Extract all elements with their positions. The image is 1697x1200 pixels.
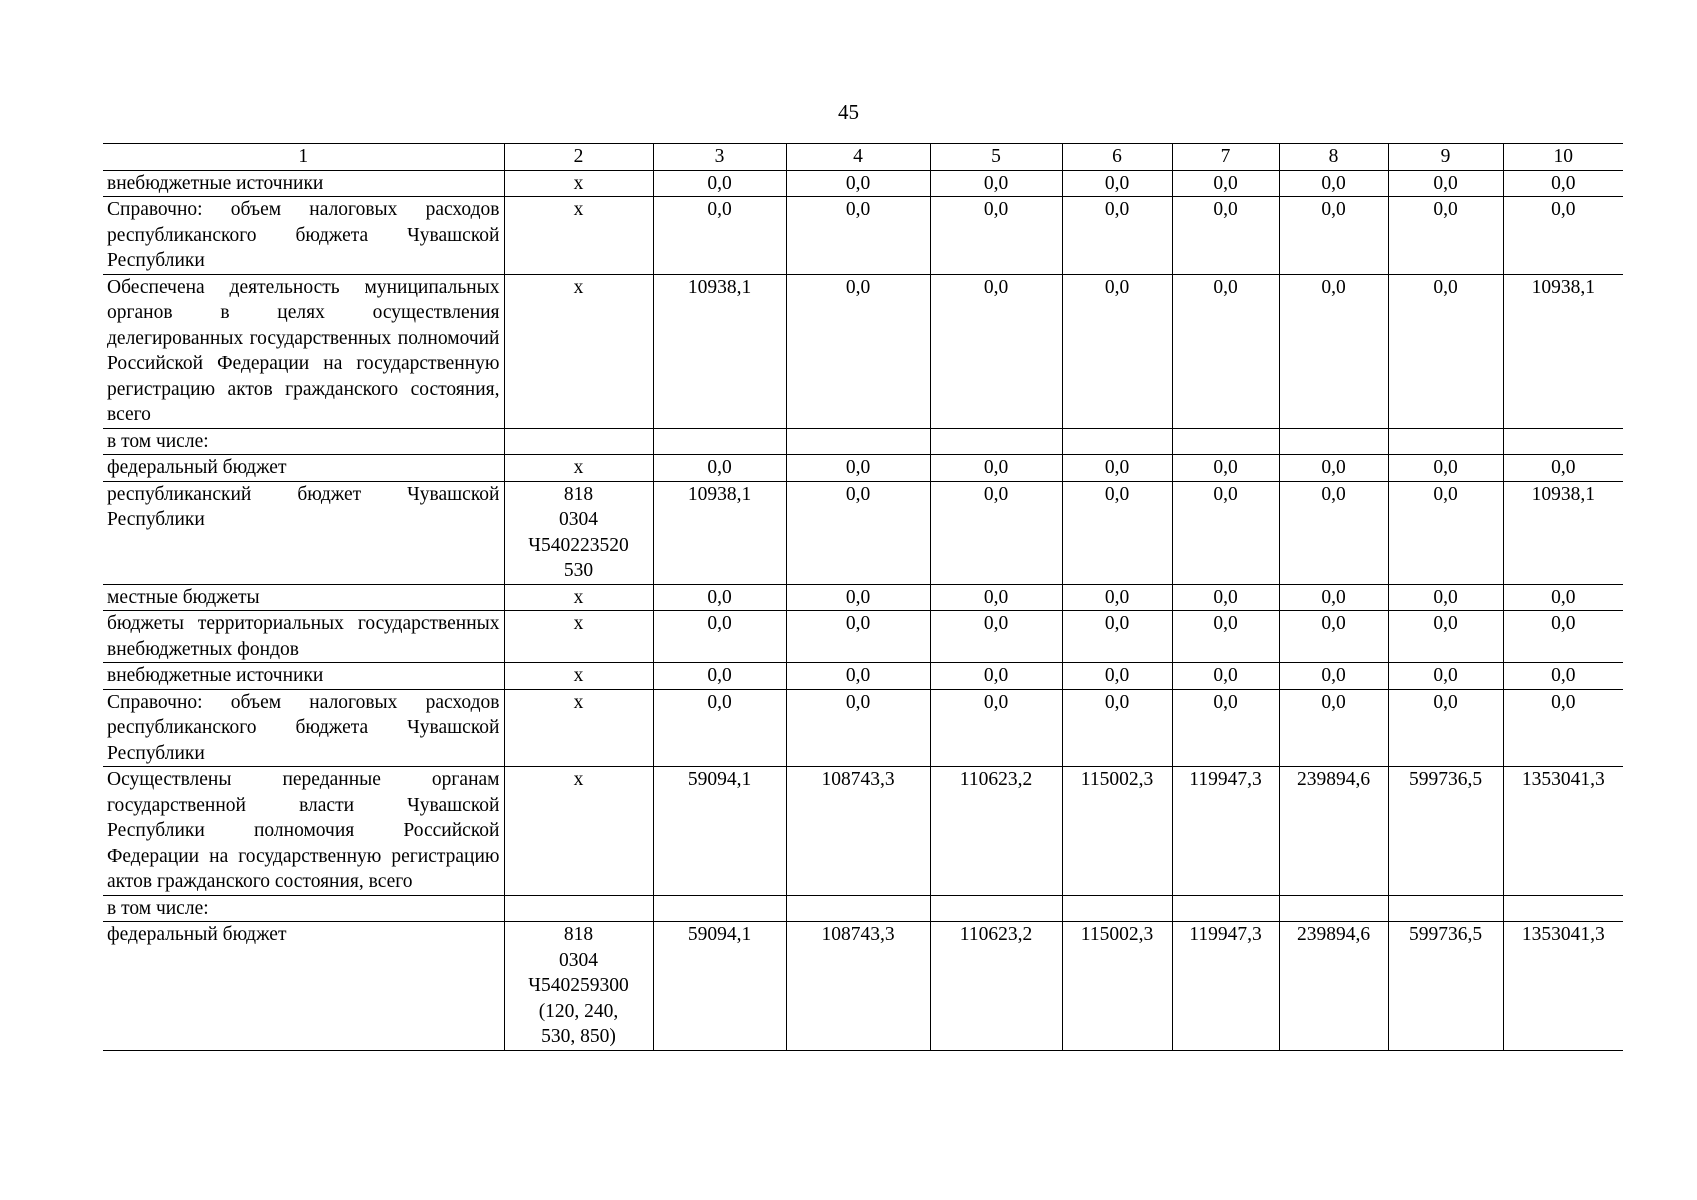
amount-cell: 0,0	[1062, 663, 1172, 690]
amount-cell: 0,0	[653, 197, 786, 275]
column-number: 10	[1503, 144, 1623, 171]
budget-code-line: х	[573, 457, 584, 478]
budget-code-line: 0304	[559, 949, 598, 971]
amount-cell: 0,0	[786, 481, 930, 584]
amount-cell: 0,0	[1503, 197, 1623, 275]
amount-cell	[1062, 428, 1172, 455]
amount-cell: 1353041,3	[1503, 767, 1623, 896]
budget-code-line: х	[573, 769, 584, 790]
budget-code	[504, 767, 653, 896]
amount-cell: 0,0	[1388, 689, 1503, 767]
row-label: Обеспечена деятельность муниципальных органов в целях осуществления делегированных государственных полномочий Российской Федерации на государственную регистрацию актов гражданского состояния, всего	[103, 274, 504, 428]
amount-cell: 0,0	[930, 689, 1062, 767]
budget-code-line: х	[573, 199, 584, 220]
column-number: 6	[1062, 144, 1172, 171]
budget-code	[504, 663, 653, 690]
column-number: 9	[1388, 144, 1503, 171]
amount-cell: 119947,3	[1172, 767, 1279, 896]
budget-code	[504, 197, 653, 275]
amount-cell: 0,0	[653, 170, 786, 197]
amount-cell: 0,0	[1062, 274, 1172, 428]
table-row	[103, 197, 1623, 275]
row-label: внебюджетные источники	[103, 170, 504, 197]
amount-cell: 0,0	[1062, 170, 1172, 197]
amount-cell	[1172, 428, 1279, 455]
amount-cell: 0,0	[1503, 611, 1623, 663]
amount-cell: 0,0	[786, 197, 930, 275]
column-number: 5	[930, 144, 1062, 171]
amount-cell: 0,0	[786, 611, 930, 663]
amount-cell: 0,0	[1279, 481, 1388, 584]
amount-cell: 0,0	[1172, 689, 1279, 767]
amount-cell: 0,0	[1172, 274, 1279, 428]
amount-cell: 0,0	[653, 689, 786, 767]
amount-cell: 110623,2	[930, 922, 1062, 1051]
budget-code	[504, 170, 653, 197]
budget-code-line: х	[573, 691, 584, 713]
table-row	[103, 611, 1623, 663]
budget-table	[103, 143, 1623, 1051]
row-label: в том числе:	[103, 428, 504, 455]
amount-cell: 0,0	[930, 197, 1062, 275]
amount-cell: 10938,1	[1503, 274, 1623, 428]
amount-cell	[1062, 895, 1172, 922]
column-number: 4	[786, 144, 930, 171]
amount-cell	[1503, 428, 1623, 455]
row-label: Справочно: объем налоговых расходов республиканского бюджета Чувашской Республики	[103, 689, 504, 767]
amount-cell: 0,0	[1062, 481, 1172, 584]
amount-cell: 0,0	[1388, 584, 1503, 611]
row-label: Справочно: объем налоговых расходов республиканского бюджета Чувашской Республики	[103, 197, 504, 275]
amount-cell	[930, 895, 1062, 922]
amount-cell	[653, 428, 786, 455]
amount-cell: 115002,3	[1062, 922, 1172, 1051]
amount-cell: 108743,3	[786, 922, 930, 1051]
row-label: федеральный бюджет	[103, 922, 504, 1051]
amount-cell: 0,0	[1062, 584, 1172, 611]
amount-cell: 0,0	[1172, 611, 1279, 663]
amount-cell: 0,0	[1503, 455, 1623, 482]
amount-cell	[930, 428, 1062, 455]
budget-code-line: 530	[563, 560, 594, 581]
amount-cell: 0,0	[930, 455, 1062, 482]
amount-cell: 0,0	[1172, 481, 1279, 584]
amount-cell: 10938,1	[653, 481, 786, 584]
budget-code	[504, 455, 653, 482]
budget-code-line: х	[573, 665, 584, 686]
amount-cell: 108743,3	[786, 767, 930, 896]
row-label: внебюджетные источники	[103, 663, 504, 690]
row-label: республиканский бюджет Чувашской Республики	[103, 481, 504, 584]
budget-code-line: 530, 850)	[541, 1026, 616, 1047]
row-label: Осуществлены переданные органам государственной власти Чувашской Республики полномочия Российской Федерации на государственную регистрацию актов гражданского состояния, всего	[103, 767, 504, 896]
table-row	[103, 584, 1623, 611]
amount-cell: 599736,5	[1388, 767, 1503, 896]
amount-cell: 0,0	[1279, 274, 1388, 428]
amount-cell: 0,0	[930, 481, 1062, 584]
budget-code-line: х	[573, 172, 584, 194]
amount-cell	[1172, 895, 1279, 922]
amount-cell	[653, 895, 786, 922]
table-body	[103, 144, 1623, 1051]
row-label: местные бюджеты	[103, 584, 504, 611]
amount-cell: 0,0	[653, 663, 786, 690]
amount-cell: 239894,6	[1279, 922, 1388, 1051]
amount-cell: 0,0	[1062, 611, 1172, 663]
amount-cell: 0,0	[1388, 663, 1503, 690]
amount-cell	[1503, 895, 1623, 922]
budget-code	[504, 922, 653, 1051]
column-number: 7	[1172, 144, 1279, 171]
amount-cell: 0,0	[786, 689, 930, 767]
table-row	[103, 170, 1623, 197]
amount-cell: 0,0	[1279, 611, 1388, 663]
amount-cell: 0,0	[1172, 663, 1279, 690]
amount-cell: 0,0	[1279, 170, 1388, 197]
column-number: 3	[653, 144, 786, 171]
amount-cell: 239894,6	[1279, 767, 1388, 896]
amount-cell	[786, 428, 930, 455]
column-number: 2	[504, 144, 653, 171]
amount-cell: 0,0	[1388, 197, 1503, 275]
amount-cell: 0,0	[1388, 611, 1503, 663]
budget-code-line: 0304	[559, 509, 598, 530]
amount-cell	[1279, 895, 1388, 922]
budget-code	[504, 584, 653, 611]
amount-cell: 0,0	[1388, 481, 1503, 584]
amount-cell: 10938,1	[653, 274, 786, 428]
page-number: 45	[838, 100, 859, 124]
amount-cell: 599736,5	[1388, 922, 1503, 1051]
amount-cell: 0,0	[930, 274, 1062, 428]
amount-cell: 0,0	[1172, 197, 1279, 275]
amount-cell: 0,0	[1172, 584, 1279, 611]
budget-code	[504, 895, 653, 922]
budget-code-line: 818	[563, 924, 594, 945]
table-row	[103, 895, 1623, 922]
amount-cell: 0,0	[786, 584, 930, 611]
amount-cell	[1388, 428, 1503, 455]
amount-cell: 10938,1	[1503, 481, 1623, 584]
amount-cell: 119947,3	[1172, 922, 1279, 1051]
amount-cell	[1388, 895, 1503, 922]
table-row	[103, 274, 1623, 428]
amount-cell: 0,0	[1503, 584, 1623, 611]
amount-cell: 0,0	[1388, 455, 1503, 482]
amount-cell: 0,0	[1062, 689, 1172, 767]
amount-cell: 59094,1	[653, 767, 786, 896]
table-row	[103, 922, 1623, 1051]
budget-code-line: Ч540223520	[528, 534, 629, 556]
amount-cell: 0,0	[786, 274, 930, 428]
amount-cell: 0,0	[653, 611, 786, 663]
amount-cell: 1353041,3	[1503, 922, 1623, 1051]
amount-cell: 0,0	[1172, 455, 1279, 482]
budget-code	[504, 274, 653, 428]
amount-cell: 0,0	[786, 170, 930, 197]
amount-cell: 0,0	[1503, 663, 1623, 690]
amount-cell: 0,0	[930, 663, 1062, 690]
table-row	[103, 481, 1623, 584]
amount-cell	[1279, 428, 1388, 455]
budget-code	[504, 481, 653, 584]
amount-cell: 0,0	[1062, 455, 1172, 482]
column-number: 1	[103, 144, 504, 171]
table-row	[103, 767, 1623, 896]
amount-cell: 0,0	[653, 455, 786, 482]
amount-cell: 115002,3	[1062, 767, 1172, 896]
amount-cell: 59094,1	[653, 922, 786, 1051]
row-label: федеральный бюджет	[103, 455, 504, 482]
budget-code-line: (120, 240,	[538, 1000, 619, 1022]
budget-code	[504, 689, 653, 767]
amount-cell: 0,0	[930, 611, 1062, 663]
table-row	[103, 689, 1623, 767]
amount-cell: 110623,2	[930, 767, 1062, 896]
budget-code-line: 818	[563, 483, 594, 505]
amount-cell: 0,0	[930, 170, 1062, 197]
amount-cell: 0,0	[1279, 689, 1388, 767]
table-row	[103, 455, 1623, 482]
amount-cell: 0,0	[1062, 197, 1172, 275]
budget-code-line: х	[573, 613, 584, 634]
amount-cell: 0,0	[1503, 689, 1623, 767]
amount-cell: 0,0	[1388, 170, 1503, 197]
column-number-row	[103, 144, 1623, 171]
amount-cell: 0,0	[1172, 170, 1279, 197]
table-row	[103, 428, 1623, 455]
amount-cell: 0,0	[1279, 455, 1388, 482]
amount-cell: 0,0	[1279, 663, 1388, 690]
amount-cell: 0,0	[1279, 197, 1388, 275]
table-row	[103, 663, 1623, 690]
amount-cell: 0,0	[653, 584, 786, 611]
amount-cell: 0,0	[786, 455, 930, 482]
amount-cell: 0,0	[1388, 274, 1503, 428]
amount-cell: 0,0	[786, 663, 930, 690]
row-label: в том числе:	[103, 895, 504, 922]
budget-code-line: х	[573, 586, 584, 608]
amount-cell: 0,0	[1279, 584, 1388, 611]
column-number: 8	[1279, 144, 1388, 171]
amount-cell: 0,0	[1503, 170, 1623, 197]
row-label: бюджеты территориальных государственных внебюджетных фондов	[103, 611, 504, 663]
budget-code	[504, 611, 653, 663]
amount-cell	[786, 895, 930, 922]
budget-code-line: Ч540259300	[528, 975, 629, 996]
budget-code	[504, 428, 653, 455]
amount-cell: 0,0	[930, 584, 1062, 611]
budget-code-line: х	[573, 276, 584, 298]
